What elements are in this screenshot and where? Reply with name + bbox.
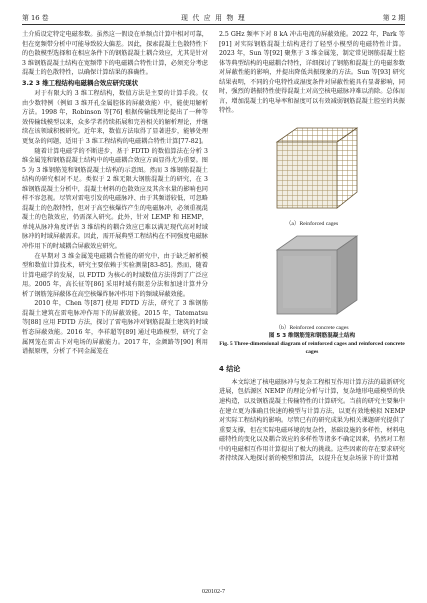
paragraph: 2010 年，Chen 等[87] 使用 FDTD 方法，研究了 3 维钢筋混凝土建筑在雷电脉冲作用下的屏蔽效能。2015 年，Tatematsu 等[88] 应用 FDTD 方法，探讨了雷电脉冲对钢筋混凝土建筑的时域暂态屏蔽效能。2016 年，李祥超等[89] 通过电路模型，研究了金属网笼在雷击下对电场的屏蔽能力。2017 年，金颜路等[90] 利用谱振原理，分析了不同金属笼在 bbox=[22, 300, 208, 356]
paragraph: 2.5 GHz 频率下对 8 kA 冲击电流的屏蔽效能。2022 年，Park 等[91] 对实际钢筋混凝土结构进行了轻型小模型的电磁特性计算。2023 年，Sun 等[92] 聚焦于 3 维金属笼，制定常见钢筋混凝土腔体等典型结构的电磁耦合特性，详细探讨了钢筋和混凝土的电磁参数对屏蔽性能的影响，并提出降低共振现象的方法。Sun 等[93] 研究结果表明，不同的介电特性或湿度条件对屏蔽性能具有显著影响，同时，强烈的谐振特性使得混凝土对高空核电磁脉冲难以消除。总体而言，增加混凝土的电导率和湿度可以有效减弱钢筋混凝土腔室的共振特性。 bbox=[219, 31, 405, 115]
volume-label: 第 16 卷 bbox=[22, 14, 49, 22]
paragraph: 随着计算电磁学的不断进步，基于 FDTD 的数值算法在分析 3 维金属笼和钢筋混凝土结构中的电磁耦合效应方面显得尤为重要。图 5 为 3 维钢筋笼和钢筋混凝土结构的示意图。然而 3 维钢筋混凝土结构的研究相对不足。类似于 2 维无限大钢筋混凝土的研究，在 3 维钢筋混凝土分析中，混凝土材料的色散效应及其含水量的影响也同样不容忽视。尽管对雷电引发的电磁脉冲、由于其频谱较低，可忽略混凝土的色散特性，但对于高空核爆炸产生的电磁脉冲，必须重视混凝土的色散效应，仍需深入研究。此外，针对 LEMP 和 HEMP，单纯从脉冲角度评估 3 维结构的耦合效应已难以满足现代高对时域脉冲的时域屏蔽需求。因此，需开展典型工程结构在不同强度电磁脉冲作用下的时域耦合屏蔽效应研究。 bbox=[22, 147, 208, 251]
section-heading: 3.2 3 维工程结构电磁耦合效应研究现状 bbox=[22, 78, 139, 87]
paragraph: 在早期对 3 维金属笼电磁耦合性能的研究中，由于缺乏解析模型和数值计算技术，研究主要依赖于实验测量[83-85]。然而，随着计算电磁学的发展，以 FDTD 为核心的时域数值方法得到了广泛应用。2005 年，高长征等[86] 采用时域有限差分法和加速计算并分析了钢筋笼屏蔽体在高空核爆炸脉冲作用下的频域屏蔽效能。 bbox=[22, 252, 208, 298]
reinforced-concrete-cage-image bbox=[257, 228, 367, 324]
left-column bbox=[22, 30, 208, 357]
paragraph: 对于有限大的 3 维工程结构，数值方法是主要的计算手段。仅由少数特例（例如 3 维开孔金属腔体的屏蔽效能）中，能使用解析方法。1998 年，Robinson 等[76] 根据传输线理论提出了一种等效传输线模型以来，众多学者持续拓展和完善相关的解析理论，并继续在该领域积极研究。近年来，数值方法取得了显著进步，能够处理更复杂的问题，适用于 3 维工程结构的电磁耦合特性计算[77-82]。 bbox=[22, 90, 208, 146]
running-header bbox=[22, 12, 405, 24]
journal-title: 现 代 应 用 物 理 bbox=[181, 14, 246, 22]
figure-caption-en: Fig. 5 Three-dimensional diagram of reinforced cages and reinforced concrete cages bbox=[219, 340, 405, 355]
paragraph: 本文综述了核电磁脉冲与复杂工程相互作用计算方法的最新研究进展，包括源区 NEMP 的理论分析与计算，复杂地形电磁模型的快速构造，以及钢筋混凝土传输特性的计算研究。当前的研究主要集中在建立更为准确且快速的模型与计算方法，以更有效地模拟 NEMP 对实际工程结构的影响。尽管已有的研究成果为相关课题研究提供了重要支撑，但在实际电磁环境的复杂性，基础设施的多样性，材料电磁特性的变化以及耦合效应的多样性等诸多不确定因素，仍然对工程中的电磁相互作用计算提出了极大的挑战。这些因素的存在要求研究者持续深入地探讨新的模型和算法，以提升在复杂场景下的计算精 bbox=[219, 378, 405, 463]
issue-label: 第 2 期 bbox=[382, 14, 405, 22]
paragraph: 土介质设定特定电磁参数。虽然这一假设在单频点计算中相对可靠，但在宽频带分析中可能导致较大偏差。因此，探索混凝土色散特性下的色散模型选择和在相应条件下的钢筋混凝土耦合效应，尤其是针对 3 维钢筋混凝土结构在宽频带下的电磁耦合特性计算，必须充分考虑混凝土的色散特性，以确保计算结果的准确性。 bbox=[22, 31, 208, 77]
subfigure-a-label: （a）Reinforced cages bbox=[285, 220, 339, 227]
reinforced-cage-image bbox=[257, 120, 367, 220]
page-number: 020102-7 bbox=[202, 589, 225, 595]
figure-caption-cn: 图 5 3 维钢筋笼和钢筋混凝土结构 bbox=[268, 332, 356, 339]
subfigure-b-label: （b）Reinforced concrete cages bbox=[275, 324, 349, 331]
right-column bbox=[219, 30, 405, 464]
section-heading-conclusion: 4 结论 bbox=[219, 364, 241, 373]
header-rule bbox=[22, 24, 405, 25]
figure-5 bbox=[219, 120, 405, 356]
